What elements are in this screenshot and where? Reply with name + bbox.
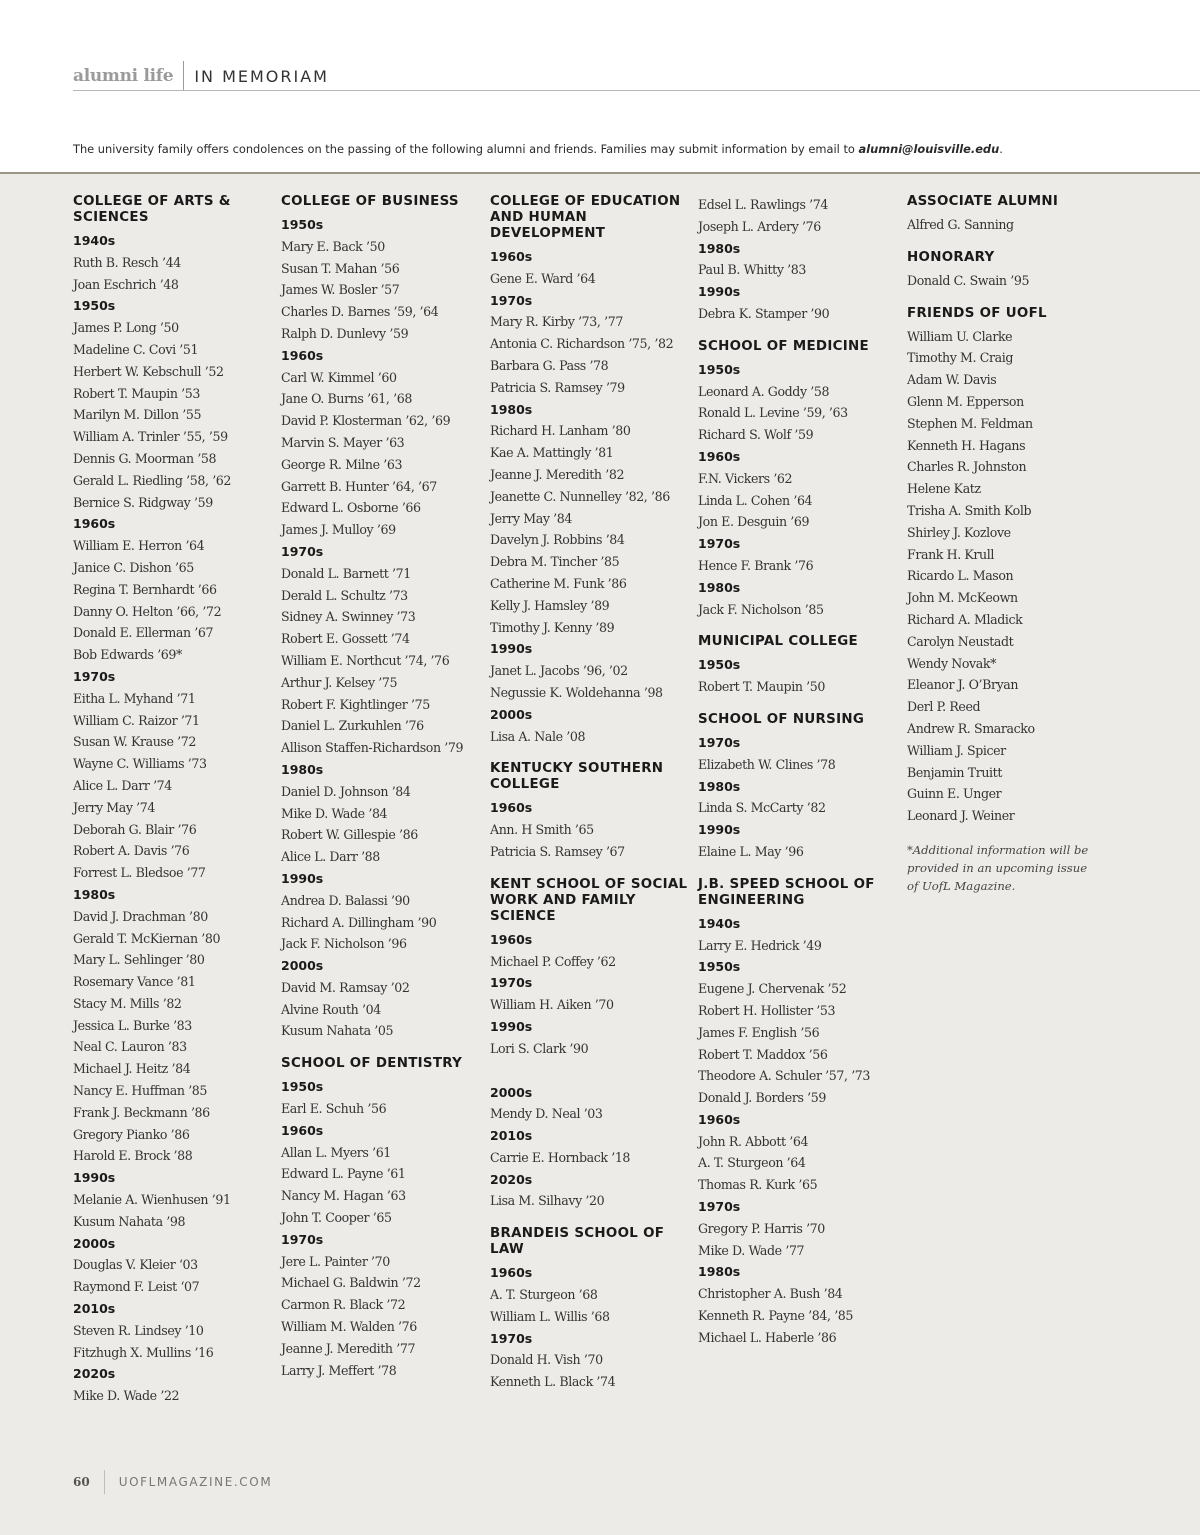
alumni-name: Carrie E. Hornback ’18 bbox=[490, 1149, 631, 1165]
alumni-name: Fitzhugh X. Mullins ’16 bbox=[73, 1344, 214, 1360]
site-url: UOFLMAGAZINE.COM bbox=[118, 1475, 273, 1489]
alumni-name: Mike D. Wade ’84 bbox=[281, 805, 388, 821]
alumni-name: Daniel D. Johnson ’84 bbox=[281, 783, 411, 799]
alumni-name: Gerald T. McKiernan ’80 bbox=[73, 930, 221, 946]
alumni-name: Edward L. Osborne ’66 bbox=[281, 500, 421, 516]
alumni-name: Danny O. Helton ’66, ’72 bbox=[73, 603, 222, 619]
alumni-name: James F. English ’56 bbox=[698, 1024, 820, 1040]
header-rule bbox=[73, 90, 1200, 91]
decade-heading: 1950s bbox=[281, 1079, 324, 1095]
decade-heading: 1970s bbox=[490, 1330, 533, 1346]
decade-heading: 1950s bbox=[698, 959, 741, 975]
alumni-name: Janet L. Jacobs ’96, ’02 bbox=[490, 663, 628, 679]
alumni-name: Christopher A. Bush ’84 bbox=[698, 1286, 843, 1302]
alumni-name: Robert W. Gillespie ’86 bbox=[281, 827, 418, 843]
decade-heading: 2010s bbox=[73, 1301, 116, 1317]
alumni-name: William H. Aiken ’70 bbox=[490, 997, 614, 1013]
alumni-name: Andrea D. Balassi ’90 bbox=[281, 892, 410, 908]
alumni-name: Jeanette C. Nunnelley ’82, ’86 bbox=[490, 488, 670, 504]
alumni-name: Lori S. Clark ’90 bbox=[490, 1040, 589, 1056]
alumni-name: Timothy M. Craig bbox=[907, 350, 1013, 366]
alumni-name: Edsel L. Rawlings ’74 bbox=[698, 197, 828, 212]
alumni-name: Theodore A. Schuler ’57, ’73 bbox=[698, 1068, 871, 1084]
alumni-name: Mendy D. Neal ’03 bbox=[490, 1106, 603, 1122]
alumni-name: Trisha A. Smith Kolb bbox=[907, 502, 1032, 518]
alumni-name: Harold E. Brock ’88 bbox=[73, 1148, 193, 1164]
alumni-name: Jeanne J. Meredith ’77 bbox=[281, 1340, 416, 1356]
alumni-name: Shirley J. Kozlove bbox=[907, 524, 1011, 540]
school-heading: J.B. SPEED SCHOOL OF ENGINEERING bbox=[698, 876, 875, 908]
alumni-name: Neal C. Lauron ’83 bbox=[73, 1039, 187, 1055]
alumni-name: Kae A. Mattingly ’81 bbox=[490, 445, 614, 461]
decade-heading: 1970s bbox=[490, 975, 533, 991]
alumni-name: William J. Spicer bbox=[907, 742, 1006, 758]
alumni-name: Michael L. Haberle ’86 bbox=[698, 1329, 837, 1345]
decade-heading: 1990s bbox=[490, 641, 533, 657]
alumni-name: Donald C. Swain ’95 bbox=[907, 272, 1030, 288]
decade-heading: 1940s bbox=[698, 915, 741, 931]
column-2 bbox=[281, 194, 481, 1381]
alumni-name: Marilyn M. Dillon ’55 bbox=[73, 407, 202, 423]
alumni-name: Hence F. Brank ’76 bbox=[698, 557, 814, 573]
alumni-name: Forrest L. Bledsoe ’77 bbox=[73, 865, 206, 881]
alumni-name: Michael P. Coffey ’62 bbox=[490, 953, 616, 969]
brand-wordmark: alumni life bbox=[73, 66, 174, 86]
alumni-name: Linda S. McCarty ’82 bbox=[698, 800, 826, 816]
alumni-name: George R. Milne ’63 bbox=[281, 456, 403, 472]
alumni-name: James W. Bosler ’57 bbox=[281, 282, 400, 298]
alumni-name: Elizabeth W. Clines ’78 bbox=[698, 756, 836, 772]
decade-heading: 1980s bbox=[698, 778, 741, 794]
alumni-name: Alice L. Darr ’88 bbox=[281, 849, 380, 865]
alumni-name: Frank J. Beckmann ’86 bbox=[73, 1104, 210, 1120]
alumni-name: Mary E. Back ’50 bbox=[281, 238, 385, 254]
decade-heading: 1960s bbox=[73, 516, 116, 532]
alumni-name: Barbara G. Pass ’78 bbox=[490, 357, 609, 373]
section-title: IN MEMORIAM bbox=[194, 66, 329, 86]
page-header bbox=[0, 0, 1200, 172]
decade-heading: 2020s bbox=[490, 1171, 533, 1187]
alumni-name: William A. Trinler ’55, ’59 bbox=[73, 429, 228, 445]
alumni-name: Daniel L. Zurkuhlen ’76 bbox=[281, 718, 424, 734]
alumni-name: David J. Drachman ’80 bbox=[73, 908, 208, 924]
alumni-name: Debra M. Tincher ’85 bbox=[490, 554, 620, 570]
alumni-name: F.N. Vickers ’62 bbox=[698, 470, 793, 486]
alumni-name: James J. Mulloy ’69 bbox=[281, 522, 396, 538]
decade-heading: 1960s bbox=[490, 931, 533, 947]
alumni-name: Elaine L. May ’96 bbox=[698, 843, 804, 859]
alumni-name: Douglas V. Kleier ‘03 bbox=[73, 1257, 198, 1273]
alumni-name: Jessica L. Burke ’83 bbox=[73, 1017, 192, 1033]
alumni-name: Stacy M. Mills ’82 bbox=[73, 995, 182, 1011]
alumni-name: John M. McKeown bbox=[907, 590, 1018, 606]
alumni-name: Earl E. Schuh ’56 bbox=[281, 1101, 387, 1117]
decade-heading: 1990s bbox=[73, 1170, 116, 1186]
intro-text bbox=[73, 142, 1193, 156]
alumni-name: A. T. Sturgeon ’68 bbox=[490, 1287, 598, 1303]
alumni-name: David P. Klosterman ’62, ’69 bbox=[281, 413, 451, 429]
page-footer bbox=[73, 1470, 272, 1494]
decade-heading: 1940s bbox=[73, 233, 116, 248]
alumni-name: Alvine Routh ’04 bbox=[281, 1001, 381, 1017]
alumni-name: William E. Northcut ’74, ’76 bbox=[281, 652, 450, 668]
alumni-name: Michael G. Baldwin ’72 bbox=[281, 1275, 421, 1291]
alumni-name: Richard S. Wolf ’59 bbox=[698, 427, 814, 443]
school-heading: ASSOCIATE ALUMNI bbox=[907, 194, 1059, 209]
decade-heading: 1960s bbox=[281, 1122, 324, 1138]
decade-heading: 1970s bbox=[698, 1199, 741, 1215]
alumni-name: Frank H. Krull bbox=[907, 546, 994, 562]
alumni-name: Robert F. Kightlinger ’75 bbox=[281, 696, 430, 712]
alumni-name: Gene E. Ward ’64 bbox=[490, 270, 596, 286]
alumni-name: Jack F. Nicholson ’85 bbox=[698, 601, 824, 617]
alumni-name: Richard A. Dillingham ’90 bbox=[281, 914, 437, 930]
alumni-name: Lisa M. Silhavy ’20 bbox=[490, 1193, 605, 1209]
alumni-name: Steven R. Lindsey ’10 bbox=[73, 1322, 204, 1338]
alumni-name: Rosemary Vance ’81 bbox=[73, 974, 196, 990]
alumni-name: Allison Staffen-Richardson ’79 bbox=[281, 740, 464, 756]
alumni-name: Kusum Nahata ’05 bbox=[281, 1023, 394, 1039]
intro-end: . bbox=[999, 142, 1003, 156]
decade-heading: 1960s bbox=[490, 800, 533, 816]
alumni-name: Herbert W. Kebschull ’52 bbox=[73, 363, 224, 379]
school-heading: HONORARY bbox=[907, 249, 995, 265]
alumni-name: John T. Cooper ’65 bbox=[281, 1210, 392, 1226]
alumni-name: Jerry May ’84 bbox=[490, 510, 573, 526]
alumni-name: Robert T. Maupin ’50 bbox=[698, 679, 825, 695]
alumni-name: Timothy J. Kenny ’89 bbox=[490, 619, 615, 635]
alumni-name: Alfred G. Sanning bbox=[907, 217, 1014, 232]
school-heading: COLLEGE OF BUSINESS bbox=[281, 194, 459, 209]
alumni-name: Gerald L. Riedling ’58, ’62 bbox=[73, 472, 232, 488]
decade-heading: 1950s bbox=[281, 217, 324, 232]
alumni-name: Nancy E. Huffman ’85 bbox=[73, 1083, 208, 1099]
alumni-name: Mary L. Sehlinger ’80 bbox=[73, 952, 205, 968]
alumni-name: Bernice S. Ridgway ’59 bbox=[73, 494, 213, 510]
alumni-name: Ronald L. Levine ’59, ’63 bbox=[698, 405, 848, 421]
alumni-name: Eleanor J. O’Bryan bbox=[907, 677, 1019, 693]
alumni-name: Donald L. Barnett ’71 bbox=[281, 565, 411, 581]
decade-heading: 1950s bbox=[698, 657, 741, 673]
school-heading: FRIENDS OF UOFL bbox=[907, 305, 1047, 321]
alumni-name: James P. Long ’50 bbox=[73, 320, 179, 336]
alumni-name: Nancy M. Hagan ’63 bbox=[281, 1188, 406, 1204]
decade-heading: 2000s bbox=[490, 706, 533, 722]
decade-heading: 2010s bbox=[490, 1128, 533, 1144]
alumni-name: Eugene J. Chervenak ’52 bbox=[698, 981, 847, 997]
alumni-name: Richard A. Mladick bbox=[907, 611, 1023, 627]
decade-heading: 1970s bbox=[73, 668, 116, 684]
alumni-name: Guinn E. Unger bbox=[907, 786, 1002, 802]
decade-heading: 1970s bbox=[281, 543, 324, 559]
decade-heading: 1980s bbox=[73, 886, 116, 902]
alumni-name: Kenneth L. Black ’74 bbox=[490, 1374, 616, 1390]
decade-heading: 1960s bbox=[490, 1265, 533, 1281]
alumni-name: Leonard A. Goddy ’58 bbox=[698, 383, 830, 399]
alumni-name: Raymond F. Leist ‘07 bbox=[73, 1279, 200, 1295]
alumni-name: William E. Herron ’64 bbox=[73, 538, 205, 554]
memoriam-listing bbox=[0, 172, 1200, 1535]
school-heading: COLLEGE OF ARTS & SCIENCES bbox=[73, 194, 231, 225]
decade-heading: 1980s bbox=[698, 1264, 741, 1280]
alumni-name: Negussie K. Woldehanna ’98 bbox=[490, 684, 663, 700]
decade-heading: 1960s bbox=[490, 249, 533, 264]
decade-heading: 1960s bbox=[698, 1111, 741, 1127]
column-3 bbox=[490, 194, 690, 1393]
alumni-name: Donald E. Ellerman ’67 bbox=[73, 625, 214, 641]
decade-heading: 1960s bbox=[281, 347, 324, 363]
alumni-name: Robert T. Maddox ’56 bbox=[698, 1046, 828, 1062]
alumni-name: Patricia S. Ramsey ’79 bbox=[490, 379, 625, 395]
alumni-name: Helene Katz bbox=[907, 481, 981, 497]
alumni-name: Bob Edwards ’69* bbox=[73, 647, 182, 663]
alumni-name: Kelly J. Hamsley ’89 bbox=[490, 597, 610, 613]
alumni-name: Garrett B. Hunter ’64, ’67 bbox=[281, 478, 437, 494]
alumni-name: Kenneth R. Payne ’84, ’85 bbox=[698, 1308, 854, 1324]
page-number: 60 bbox=[73, 1475, 90, 1489]
alumni-name: Mike D. Wade ’77 bbox=[698, 1242, 805, 1258]
alumni-name: Allan L. Myers ’61 bbox=[281, 1144, 391, 1160]
alumni-name: Dennis G. Moorman ’58 bbox=[73, 450, 217, 466]
alumni-name: Carl W. Kimmel ’60 bbox=[281, 369, 397, 385]
decade-heading: 1980s bbox=[698, 240, 741, 256]
header-row bbox=[73, 60, 329, 92]
alumni-name: Wayne C. Williams ’73 bbox=[73, 756, 207, 772]
alumni-name: Carmon R. Black ’72 bbox=[281, 1297, 406, 1313]
decade-heading: 1950s bbox=[73, 298, 116, 314]
school-heading: BRANDEIS SCHOOL OF LAW bbox=[490, 1226, 665, 1258]
alumni-name: Richard H. Lanham ’80 bbox=[490, 423, 631, 439]
alumni-name: Jeanne J. Meredith ’82 bbox=[490, 466, 625, 482]
alumni-name: Susan T. Mahan ’56 bbox=[281, 260, 400, 276]
alumni-name: Gregory Pianko ’86 bbox=[73, 1126, 190, 1142]
alumni-name: Linda L. Cohen ’64 bbox=[698, 492, 813, 508]
decade-heading: 2020s bbox=[73, 1366, 116, 1382]
alumni-name: Lisa A. Nale ’08 bbox=[490, 728, 586, 744]
alumni-name: Jerry May ’74 bbox=[73, 799, 156, 815]
alumni-name: Jack F. Nicholson ’96 bbox=[281, 936, 407, 952]
decade-heading: 1980s bbox=[281, 761, 324, 777]
alumni-name: Donald J. Borders ’59 bbox=[698, 1090, 826, 1106]
alumni-name: Charles R. Johnston bbox=[907, 459, 1027, 475]
alumni-name: William L. Willis ’68 bbox=[490, 1308, 610, 1324]
decade-heading: 2000s bbox=[281, 958, 324, 974]
alumni-name: Eitha L. Myhand ’71 bbox=[73, 690, 196, 706]
alumni-name: Ricardo L. Mason bbox=[907, 568, 1014, 584]
alumni-name: Jon E. Desguin ’69 bbox=[698, 514, 810, 530]
school-heading: COLLEGE OF EDUCATION AND HUMAN DEVELOPMENT bbox=[490, 194, 681, 241]
alumni-name: Donald H. Vish ’70 bbox=[490, 1352, 603, 1368]
alumni-name: Gregory P. Harris ’70 bbox=[698, 1220, 825, 1236]
alumni-name: Thomas R. Kurk ’65 bbox=[698, 1177, 818, 1193]
alumni-name: Ralph D. Dunlevy ’59 bbox=[281, 325, 409, 341]
school-heading: KENT SCHOOL OF SOCIAL WORK AND FAMILY SCIENCE bbox=[490, 876, 688, 924]
alumni-name: Edward L. Payne ’61 bbox=[281, 1166, 406, 1182]
alumni-name: Adam W. Davis bbox=[907, 372, 997, 388]
alumni-name: Derald L. Schultz ’73 bbox=[281, 587, 408, 603]
alumni-name: Andrew R. Smaracko bbox=[907, 720, 1035, 736]
alumni-name: John R. Abbott ’64 bbox=[698, 1133, 809, 1149]
alumni-name: Benjamin Truitt bbox=[907, 764, 1002, 780]
alumni-name: Mary R. Kirby ’73, ’77 bbox=[490, 314, 623, 330]
alumni-name: Robert T. Maupin ’53 bbox=[73, 385, 200, 401]
alumni-name: Sidney A. Swinney ’73 bbox=[281, 609, 416, 625]
column-1 bbox=[73, 194, 273, 1407]
alumni-name: Stephen M. Feldman bbox=[907, 415, 1033, 431]
alumni-name: Susan W. Krause ’72 bbox=[73, 734, 196, 750]
decade-heading: 1960s bbox=[698, 448, 741, 464]
alumni-name: Carolyn Neustadt bbox=[907, 633, 1014, 649]
alumni-name: Ann. H Smith ’65 bbox=[490, 822, 594, 838]
decade-heading: 1950s bbox=[698, 361, 741, 377]
decade-heading: 1970s bbox=[490, 292, 533, 308]
decade-heading: 1980s bbox=[698, 579, 741, 595]
alumni-name: Mike D. Wade ’22 bbox=[73, 1388, 180, 1404]
alumni-name: Janice C. Dishon ’65 bbox=[73, 559, 194, 575]
alumni-name: Joan Eschrich ’48 bbox=[73, 276, 179, 292]
alumni-name: Davelyn J. Robbins ’84 bbox=[490, 532, 625, 548]
alumni-name: Robert E. Gossett ’74 bbox=[281, 631, 410, 647]
alumni-name: Jane O. Burns ’61, ’68 bbox=[281, 391, 412, 407]
alumni-name: Larry E. Hedrick ’49 bbox=[698, 937, 822, 953]
alumni-name: Michael J. Heitz ’84 bbox=[73, 1061, 191, 1077]
intro-body: The university family offers condolences on the passing of the following alumni and friends. Families may submit information by email to bbox=[73, 142, 859, 156]
alumni-name: Ruth B. Resch ’44 bbox=[73, 254, 181, 270]
decade-heading: 1990s bbox=[698, 822, 741, 838]
alumni-name: Deborah G. Blair ’76 bbox=[73, 821, 197, 837]
alumni-name: Leonard J. Weiner bbox=[907, 808, 1015, 824]
alumni-name: Robert A. Davis ’76 bbox=[73, 843, 190, 859]
alumni-name: Alice L. Darr ’74 bbox=[73, 777, 172, 793]
alumni-name: Derl P. Reed bbox=[907, 699, 981, 715]
alumni-name: Arthur J. Kelsey ’75 bbox=[281, 674, 398, 690]
decade-heading: 2000s bbox=[73, 1235, 116, 1251]
alumni-name: William M. Walden ’76 bbox=[281, 1319, 417, 1335]
school-heading: KENTUCKY SOUTHERN COLLEGE bbox=[490, 761, 664, 793]
school-heading: SCHOOL OF MEDICINE bbox=[698, 338, 869, 354]
school-heading: SCHOOL OF DENTISTRY bbox=[281, 1056, 463, 1072]
decade-heading: 1980s bbox=[490, 401, 533, 417]
alumni-name: Kenneth H. Hagans bbox=[907, 437, 1026, 453]
alumni-name: Jere L. Painter ’70 bbox=[281, 1253, 390, 1269]
alumni-name: A. T. Sturgeon ’64 bbox=[698, 1155, 806, 1171]
alumni-name: Kusum Nahata ’98 bbox=[73, 1213, 186, 1229]
alumni-name: Charles D. Barnes ’59, ’64 bbox=[281, 304, 439, 320]
alumni-name: Patricia S. Ramsey ’67 bbox=[490, 843, 625, 859]
decade-heading: 1970s bbox=[281, 1231, 324, 1247]
alumni-name: David M. Ramsay ’02 bbox=[281, 979, 410, 995]
decade-heading: 1990s bbox=[490, 1018, 533, 1034]
alumni-name: Regina T. Bernhardt ’66 bbox=[73, 581, 217, 597]
alumni-name: Wendy Novak* bbox=[907, 655, 997, 671]
alumni-name: Melanie A. Wienhusen ’91 bbox=[73, 1192, 231, 1208]
school-heading: MUNICIPAL COLLEGE bbox=[698, 634, 859, 650]
alumni-name: Debra K. Stamper ’90 bbox=[698, 305, 830, 321]
footnote: *Additional information will be provided in an upcoming issue of UofL Magazine. bbox=[907, 842, 1089, 893]
column-5 bbox=[907, 194, 1107, 895]
column-4 bbox=[698, 194, 898, 1349]
decade-heading: 1970s bbox=[698, 734, 741, 750]
alumni-name: Joseph L. Ardery ’76 bbox=[698, 218, 821, 234]
decade-heading: 1990s bbox=[698, 284, 741, 300]
school-heading: SCHOOL OF NURSING bbox=[698, 711, 865, 727]
email-link[interactable]: alumni@louisville.edu bbox=[858, 142, 1000, 156]
alumni-name: Madeline C. Covi ’51 bbox=[73, 341, 199, 357]
alumni-name: William U. Clarke bbox=[907, 328, 1013, 344]
alumni-name: Paul B. Whitty ’83 bbox=[698, 262, 806, 278]
alumni-name: Catherine M. Funk ’86 bbox=[490, 575, 627, 591]
alumni-name: Robert H. Hollister ’53 bbox=[698, 1002, 836, 1018]
decade-heading: 1990s bbox=[281, 870, 324, 886]
alumni-name: Larry J. Meffert ’78 bbox=[281, 1362, 397, 1378]
alumni-name: Antonia C. Richardson ’75, ’82 bbox=[490, 336, 674, 352]
alumni-name: Marvin S. Mayer ’63 bbox=[281, 434, 405, 450]
decade-heading: 1970s bbox=[698, 536, 741, 552]
alumni-name: William C. Raizor ’71 bbox=[73, 712, 200, 728]
decade-heading: 2000s bbox=[490, 1084, 533, 1100]
alumni-name: Glenn M. Epperson bbox=[907, 393, 1024, 409]
